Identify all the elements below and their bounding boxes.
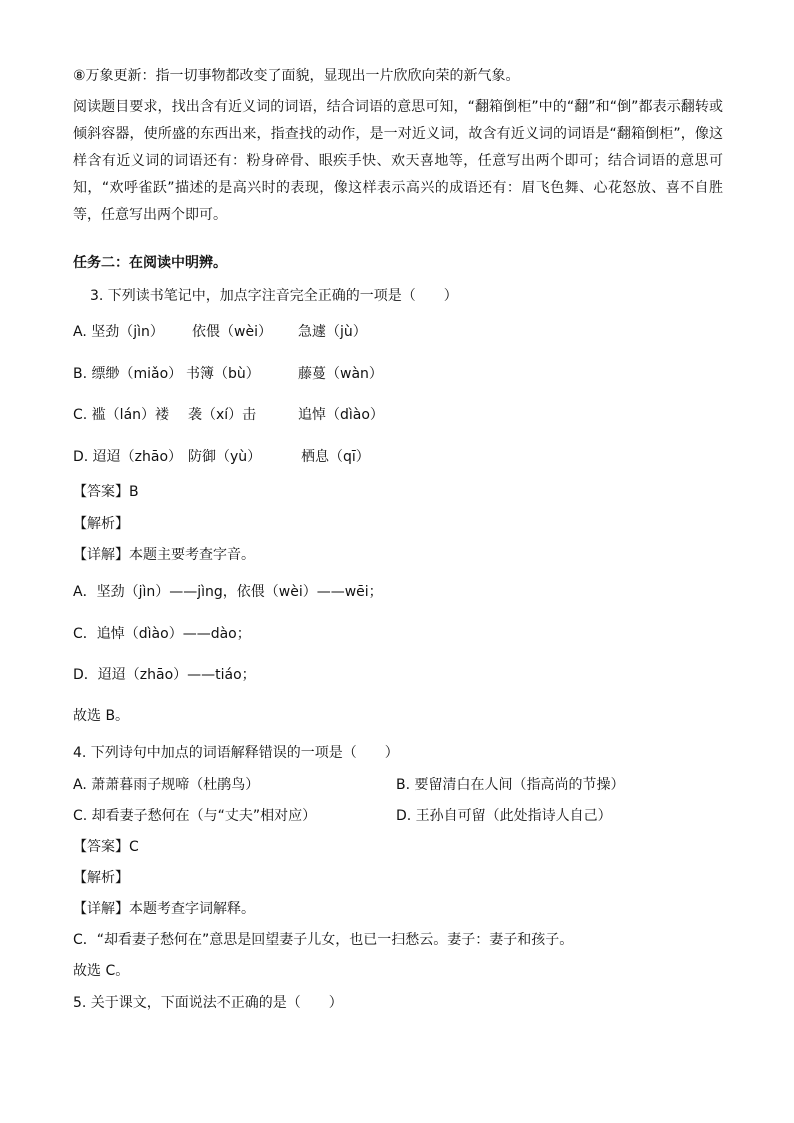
task-two-heading: 任务二：在阅读中明辨。 [73, 255, 227, 271]
question-4-line-c: C．“却看妻子愁何在”意思是回望妻子儿女，也已一扫愁云。妻子：妻子和孩子。 [73, 932, 574, 948]
option-c-col3: 追悼（dìào） [298, 407, 384, 423]
question-4-stem: 4. 下列诗句中加点的词语解释错误的一项是（ ） [73, 745, 399, 761]
option-a-col2: 依偎（wèi） [192, 324, 272, 340]
question-3-conclusion: 故选 B。 [73, 708, 130, 724]
option-d-col2: 防御（yù） [188, 449, 262, 465]
item-8-text: ⑧万象更新：指一切事物都改变了面貌，显现出一片欣欣向荣的新气象。 [73, 68, 520, 84]
question-3-detail: 【详解】本题主要考查字音。 [73, 547, 255, 563]
q4-option-c: C. 却看妻子愁何在（与“丈夫”相对应） [73, 808, 317, 824]
option-d-col1: D. 迢迢（zhāo） [73, 449, 183, 465]
option-b-col3: 藤蔓（wàn） [298, 366, 383, 382]
question-3-line-d: D．迢迢（zhāo）——tiáo； [73, 667, 256, 683]
question-3-stem: 3. 下列读书笔记中，加点字注音完全正确的一项是（ ） [90, 288, 458, 304]
question-5-stem: 5. 关于课文，下面说法不正确的是（ ） [73, 995, 343, 1011]
option-c-col2: 袭（xí）击 [188, 407, 257, 423]
question-4-conclusion: 故选 C。 [73, 963, 130, 979]
option-b-col2: 书簿（bù） [186, 366, 260, 382]
question-3-answer: 【答案】B [73, 484, 139, 500]
option-a-col1: A. 坚劲（jìn） [73, 324, 164, 340]
question-4-detail: 【详解】本题考查字词解释。 [73, 901, 255, 917]
question-4-analysis-label: 【解析】 [73, 870, 129, 886]
q4-option-a: A. 萧萧暮雨子规啼（杜鹃鸟） [73, 777, 260, 793]
question-3-analysis-label: 【解析】 [73, 516, 129, 532]
q4-option-b: B. 要留清白在人间（指高尚的节操） [396, 777, 625, 793]
option-b-col1: B. 缥缈（miǎo） [73, 366, 183, 382]
question-3-line-c: C．追悼（dìào）——dào； [73, 626, 251, 642]
option-a-col3: 急遽（jù） [298, 324, 367, 340]
question-3-line-a: A．坚劲（jìn）——jìng，依偎（wèi）——wēi； [73, 584, 383, 600]
option-d-col3: 栖息（qī） [301, 449, 370, 465]
option-c-col1: C. 褴（lán）褛 [73, 407, 170, 423]
analysis-paragraph: 阅读题目要求，找出含有近义词的词语，结合词语的意思可知，“翻箱倒柜”中的“翻”和“倒”都表示翻转或倾斜容器，使所盛的东西出来，指查找的动作，是一对近义词，故含有近义词的词语是“翻箱倒柜”，像这样含有近义词的词语还有：粉身碎骨、眼疾手快、欢天喜地等，任意写出两个即可；结合词语的意思可知，“欢呼雀跃”描述的是高兴时的表现，像这样表示高兴的成语还有：眉飞色舞、心花怒放、喜不自胜等，任意写出两个即可。 [73, 99, 723, 223]
question-4-answer: 【答案】C [73, 839, 139, 855]
q4-option-d: D. 王孙自可留（此处指诗人自己） [396, 808, 612, 824]
